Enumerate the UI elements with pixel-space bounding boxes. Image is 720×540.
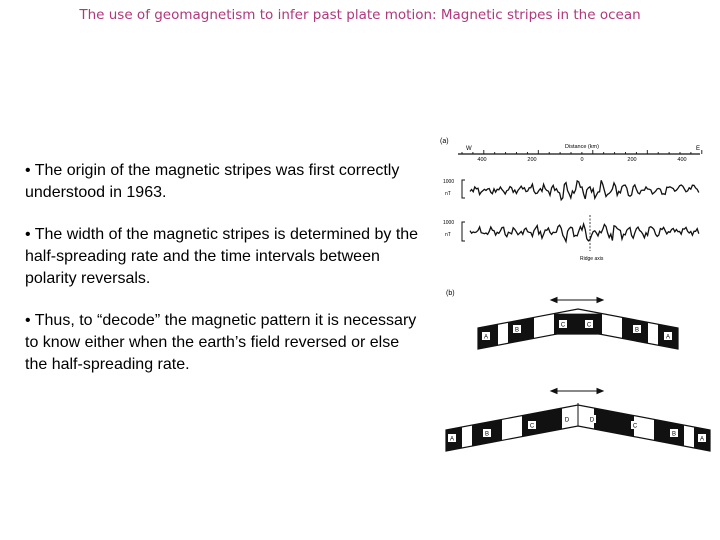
lower-block-label-1: A bbox=[449, 436, 455, 443]
amplitude-unit-1: nT bbox=[445, 191, 451, 197]
lower-block-label-6: C bbox=[632, 423, 638, 430]
lower-spreading-arrows bbox=[551, 389, 603, 394]
lower-block-label-7: B bbox=[671, 431, 677, 438]
lower-block-label-4: D bbox=[564, 417, 570, 424]
lower-block-label-3: C bbox=[529, 423, 535, 430]
upper-block-label-1: A bbox=[483, 334, 489, 341]
east-label: E bbox=[696, 146, 701, 152]
slide-title: The use of geomagnetism to infer past plate motion: Magnetic stripes in the ocean bbox=[79, 7, 641, 23]
upper-block-label-3: C bbox=[560, 322, 566, 329]
distance-tick-1: 400 bbox=[477, 157, 487, 163]
upper-spreading-arrows bbox=[551, 298, 603, 303]
anomaly-profile-1 bbox=[470, 180, 699, 200]
scale-bracket-1 bbox=[462, 180, 465, 198]
distance-tick-2: 200 bbox=[527, 157, 537, 163]
scale-bracket-2 bbox=[462, 222, 465, 241]
upper-block-label-4: C bbox=[586, 322, 592, 329]
bullet-decode-pattern: • Thus, to “decode” the magnetic pattern it is necessary to know either when the earth’s field reversed or else the half-spreading rate. bbox=[25, 312, 417, 373]
panel-b-label: (b) bbox=[446, 290, 455, 297]
lower-block-label-5: D bbox=[589, 417, 595, 424]
panel-a-label: (a) bbox=[440, 138, 449, 145]
distance-axis-ticks bbox=[462, 150, 702, 154]
west-label: W bbox=[466, 146, 472, 152]
distance-tick-3: 0 bbox=[580, 157, 584, 163]
amplitude-unit-2: nT bbox=[445, 232, 451, 238]
bullet-origin-1963: • The origin of the magnetic stripes was first correctly understood in 1963. bbox=[25, 162, 400, 201]
distance-tick-4: 200 bbox=[627, 157, 637, 163]
lower-block-label-2: B bbox=[484, 431, 490, 438]
amplitude-value-2: 1000 bbox=[443, 220, 455, 226]
bullet-stripe-width: • The width of the magnetic stripes is determined by the half-spreading rate and the time intervals between polarity reversals. bbox=[25, 226, 419, 287]
magnetic-stripes-figure bbox=[438, 133, 720, 463]
lower-block-label-8: A bbox=[699, 436, 705, 443]
anomaly-profile-2 bbox=[470, 224, 699, 241]
distance-axis-title: Distance (km) bbox=[565, 144, 599, 150]
upper-block-label-2: B bbox=[514, 327, 520, 334]
upper-block-label-5: B bbox=[634, 327, 640, 334]
bullet-list bbox=[25, 160, 425, 396]
upper-block-label-6: A bbox=[665, 334, 671, 341]
distance-tick-5: 400 bbox=[677, 157, 687, 163]
ridge-axis-label: Ridge axis bbox=[580, 256, 604, 262]
amplitude-value-1: 1000 bbox=[443, 179, 455, 185]
